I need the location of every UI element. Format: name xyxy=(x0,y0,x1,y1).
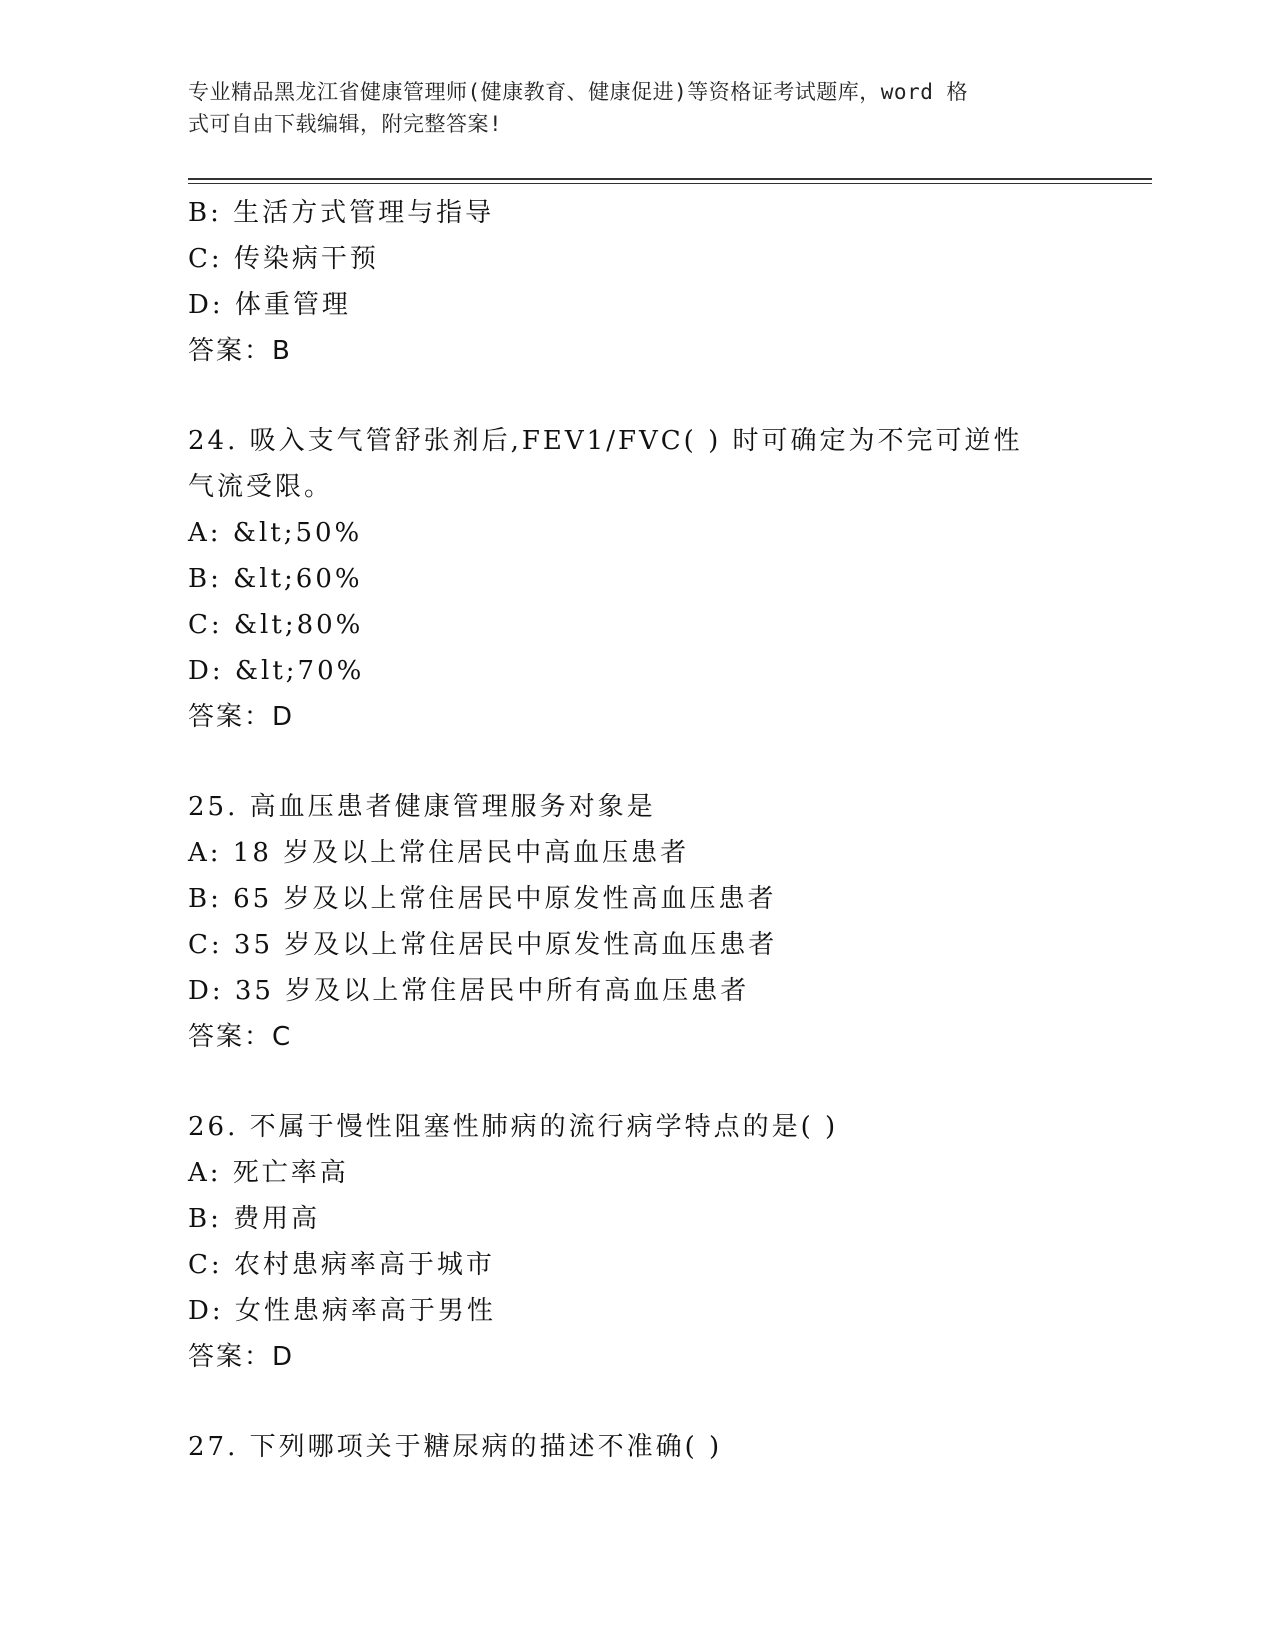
option-a: A: &lt;50% xyxy=(188,518,363,548)
question-26 xyxy=(188,1104,1088,1380)
option-b: B: 费用高 xyxy=(188,1204,321,1234)
question-stem-cont: 气流受限。 xyxy=(188,472,334,502)
header-line-1: 专业精品黑龙江省健康管理师(健康教育、健康促进)等资格证考试题库，word 格 xyxy=(188,80,968,104)
question-stem: 26. 不属于慢性阻塞性肺病的流行病学特点的是( ) xyxy=(188,1112,839,1142)
option-c: C: 农村患病率高于城市 xyxy=(188,1250,495,1280)
option-d: D: 女性患病率高于男性 xyxy=(188,1296,496,1326)
question-24 xyxy=(188,418,1088,740)
question-stem: 24. 吸入支气管舒张剂后,FEV1/FVC( ) 时可确定为不完可逆性 xyxy=(188,426,1023,456)
prev-question-block xyxy=(188,190,1088,374)
page-header xyxy=(188,76,1088,140)
option-b: B: &lt;60% xyxy=(188,564,363,594)
header-rule xyxy=(188,178,1152,180)
question-stem: 25. 高血压患者健康管理服务对象是 xyxy=(188,792,656,822)
answer: 答案：D xyxy=(188,1342,295,1372)
question-25 xyxy=(188,784,1088,1060)
question-27 xyxy=(188,1424,1088,1470)
answer: 答案：B xyxy=(188,336,292,366)
question-content xyxy=(188,190,1088,1470)
option-d: D: 35 岁及以上常住居民中所有高血压患者 xyxy=(188,976,750,1006)
option-a: A: 死亡率高 xyxy=(188,1158,349,1188)
option-d: D: 体重管理 xyxy=(188,290,351,320)
option-b: B: 生活方式管理与指导 xyxy=(188,198,495,228)
question-stem: 27. 下列哪项关于糖尿病的描述不准确( ) xyxy=(188,1432,723,1462)
option-d: D: &lt;70% xyxy=(188,656,365,686)
header-line-2: 式可自由下载编辑，附完整答案! xyxy=(188,112,503,136)
answer: 答案：D xyxy=(188,702,295,732)
answer: 答案：C xyxy=(188,1022,293,1052)
header-rule-thin xyxy=(188,183,1152,184)
option-c: C: &lt;80% xyxy=(188,610,364,640)
option-a: A: 18 岁及以上常住居民中高血压患者 xyxy=(188,838,690,868)
option-c: C: 传染病干预 xyxy=(188,244,379,274)
option-b: B: 65 岁及以上常住居民中原发性高血压患者 xyxy=(188,884,777,914)
option-c: C: 35 岁及以上常住居民中原发性高血压患者 xyxy=(188,930,778,960)
